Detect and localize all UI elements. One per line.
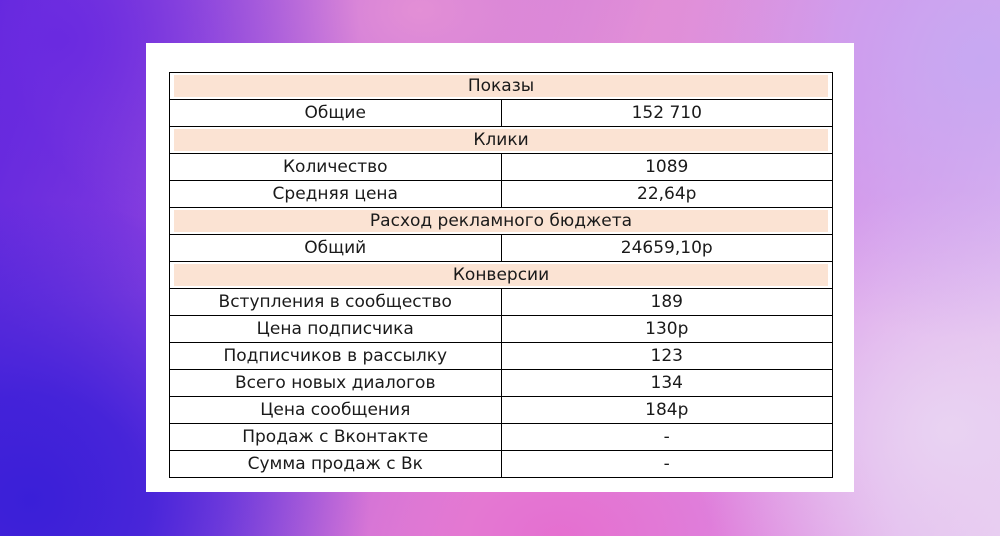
row-label: Вступления в сообщество	[170, 289, 502, 316]
row-label: Цена подписчика	[170, 316, 502, 343]
row-label: Продаж с Вконтакте	[170, 424, 502, 451]
table-row	[170, 316, 833, 343]
table-row	[170, 397, 833, 424]
section-header-cell	[170, 208, 833, 235]
section-title-clicks: Клики	[174, 129, 828, 151]
row-value: 152 710	[501, 100, 833, 127]
section-header-row	[170, 262, 833, 289]
row-value: 184р	[501, 397, 833, 424]
section-header-cell	[170, 262, 833, 289]
row-value: 189	[501, 289, 833, 316]
row-value: 130р	[501, 316, 833, 343]
ad-stats-table	[169, 72, 833, 478]
section-header-row	[170, 208, 833, 235]
table-row	[170, 424, 833, 451]
section-title-conversions: Конверсии	[174, 264, 828, 286]
table-row	[170, 370, 833, 397]
table-row	[170, 181, 833, 208]
table-row	[170, 289, 833, 316]
row-value: 1089	[501, 154, 833, 181]
section-header-row	[170, 73, 833, 100]
row-value: -	[501, 424, 833, 451]
row-value: 22,64р	[501, 181, 833, 208]
table-row	[170, 100, 833, 127]
row-label: Общий	[170, 235, 502, 262]
row-label: Сумма продаж с Вк	[170, 451, 502, 478]
table-row	[170, 451, 833, 478]
section-title-impressions: Показы	[174, 75, 828, 97]
table-row	[170, 235, 833, 262]
row-label: Количество	[170, 154, 502, 181]
section-header-cell	[170, 127, 833, 154]
section-header-row	[170, 127, 833, 154]
row-value: 123	[501, 343, 833, 370]
row-label: Всего новых диалогов	[170, 370, 502, 397]
row-label: Общие	[170, 100, 502, 127]
row-label: Подписчиков в рассылку	[170, 343, 502, 370]
table-row	[170, 343, 833, 370]
row-value: 134	[501, 370, 833, 397]
section-header-cell	[170, 73, 833, 100]
row-value: 24659,10р	[501, 235, 833, 262]
report-card	[146, 43, 854, 492]
row-value: -	[501, 451, 833, 478]
row-label: Цена сообщения	[170, 397, 502, 424]
row-label: Средняя цена	[170, 181, 502, 208]
table-row	[170, 154, 833, 181]
section-title-budget: Расход рекламного бюджета	[174, 210, 828, 232]
